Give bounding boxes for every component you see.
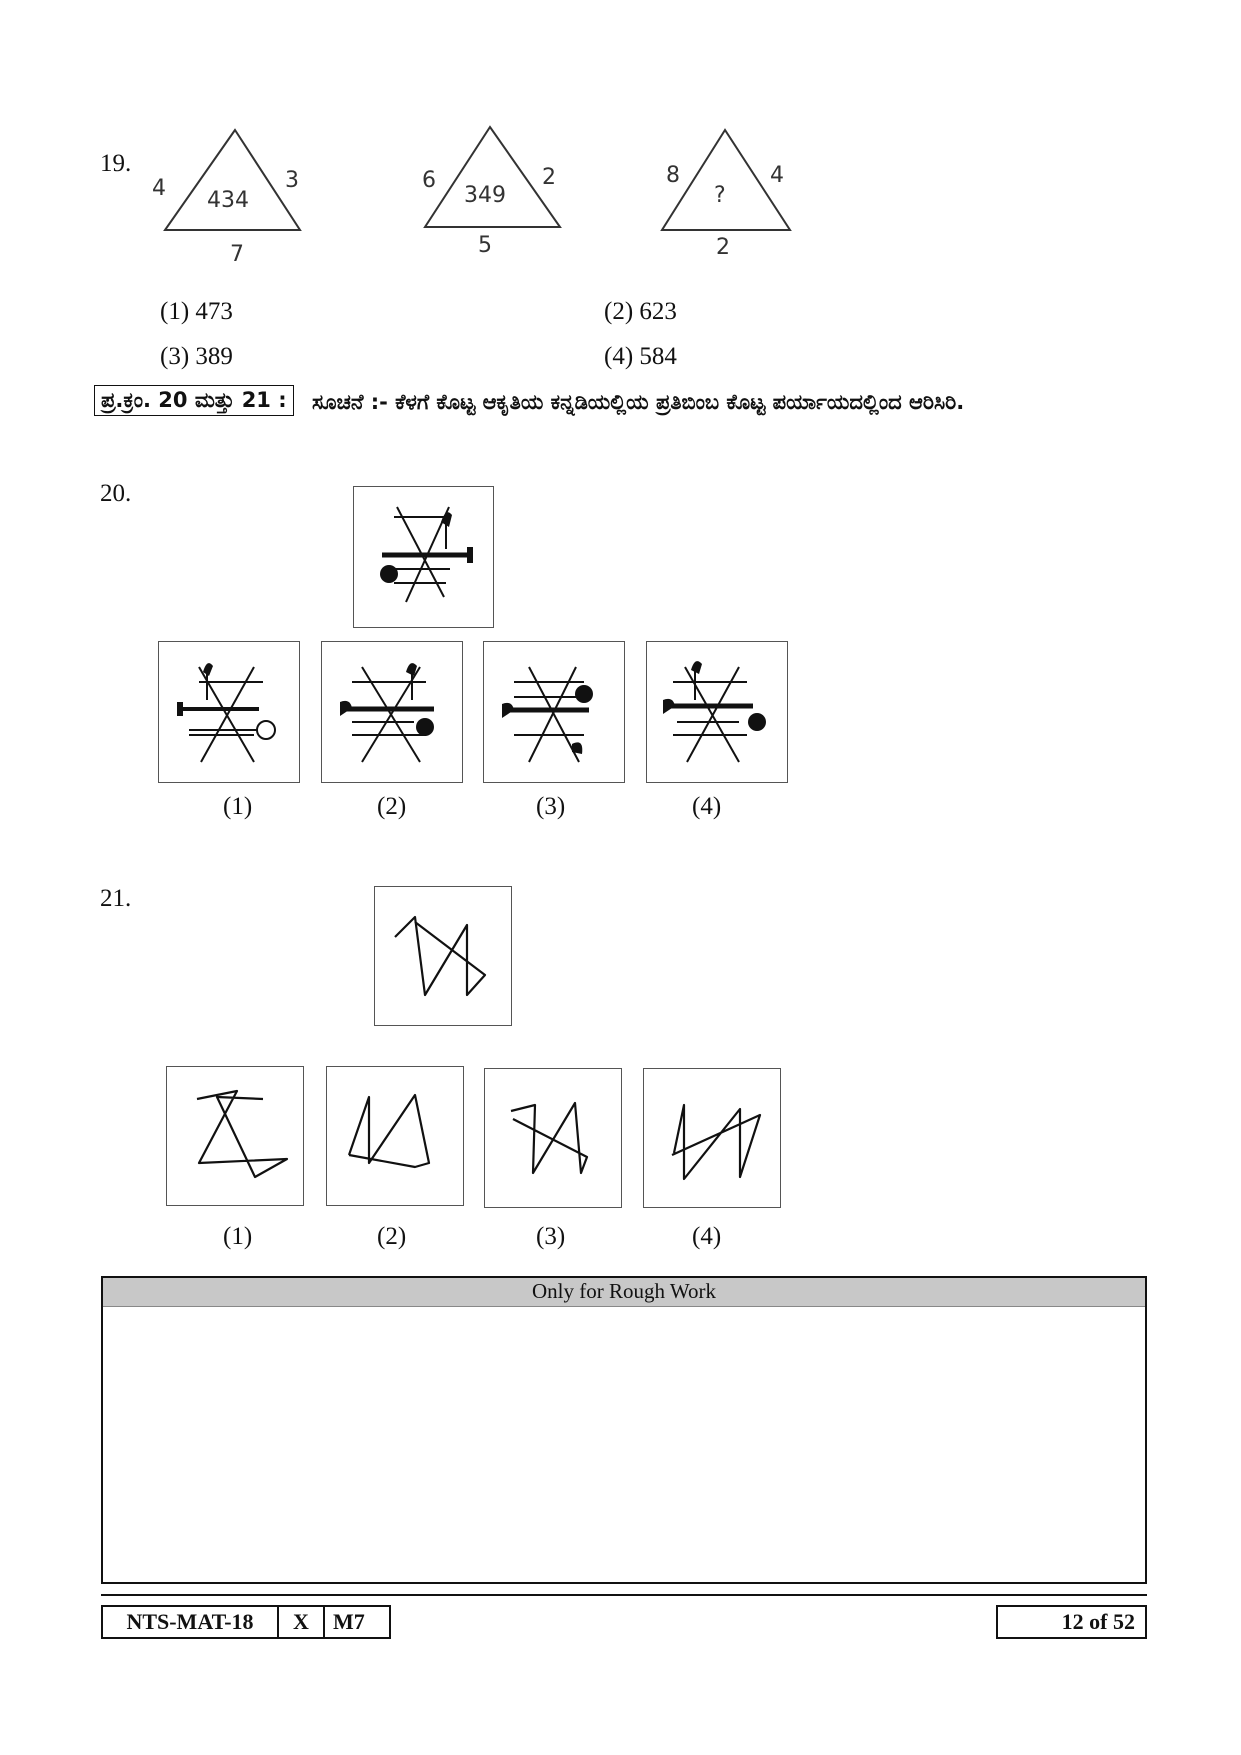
- q20-option-3-figure: [483, 641, 625, 783]
- question-19-number: 19.: [100, 150, 132, 177]
- q20-question-figure: [353, 486, 494, 628]
- instruction-text: ಸೂಚನೆ :- ಕೆಳಗೆ ಕೊಟ್ಟ ಆಕೃತಿಯ ಕನ್ನಡಿಯಲ್ಲಿಯ ಪ್ರತಿಬಿಂಬ ಕೊಟ್ಟ ಪರ್ಯಾಯದಲ್ಲಿಂದ ಆರಿಸಿರಿ.: [312, 390, 965, 414]
- q21-label-2: (2): [377, 1223, 407, 1250]
- q20-option-1-figure: [158, 641, 300, 783]
- q20-label-3: (3): [536, 793, 566, 820]
- q19-option-3: (3) 389: [160, 343, 233, 370]
- triangle-figure-2: [410, 122, 580, 262]
- triangle-2-right: 2: [542, 165, 556, 190]
- q21-option-3-figure: [484, 1068, 622, 1208]
- q20-option-2-figure: [321, 641, 463, 783]
- question-21-number: 21.: [100, 885, 132, 912]
- triangle-3-bottom: 2: [716, 235, 730, 260]
- question-20-number: 20.: [100, 480, 132, 507]
- footer-divider: [101, 1594, 1147, 1596]
- footer-page-number: 12 of 52: [996, 1605, 1147, 1639]
- q21-option-2-figure: [326, 1066, 464, 1206]
- q19-option-1: (1) 473: [160, 298, 233, 325]
- instruction-label: ಪ್ರ.ಕ್ರಂ. 20 ಮತ್ತು 21 :: [94, 385, 294, 416]
- triangle-figure-1: [150, 125, 320, 265]
- rough-work-title: Only for Rough Work: [103, 1278, 1145, 1307]
- q21-option-1-figure: [166, 1066, 304, 1206]
- q21-label-3: (3): [536, 1223, 566, 1250]
- footer-class: X: [277, 1605, 325, 1639]
- q21-option-4-figure: [643, 1068, 781, 1208]
- rough-work-area: [101, 1276, 1147, 1584]
- q20-label-1: (1): [223, 793, 253, 820]
- triangle-3-right: 4: [770, 163, 784, 188]
- footer-paper-code: NTS-MAT-18: [101, 1605, 279, 1639]
- q19-option-2: (2) 623: [604, 298, 677, 325]
- triangle-2-bottom: 5: [478, 233, 492, 258]
- triangle-3-left: 8: [666, 163, 680, 188]
- triangle-1-left: 4: [152, 176, 166, 201]
- triangle-figure-3: [650, 122, 820, 262]
- triangle-1-bottom: 7: [230, 242, 244, 265]
- q20-label-4: (4): [692, 793, 722, 820]
- triangle-2-left: 6: [422, 168, 436, 193]
- q21-question-figure: [374, 886, 512, 1026]
- q19-option-4: (4) 584: [604, 343, 677, 370]
- q20-option-4-figure: [646, 641, 788, 783]
- triangle-3-center: ?: [714, 183, 726, 208]
- footer-set: M7: [323, 1605, 391, 1639]
- q20-label-2: (2): [377, 793, 407, 820]
- q21-label-4: (4): [692, 1223, 722, 1250]
- q21-label-1: (1): [223, 1223, 253, 1250]
- triangle-2-center: 349: [464, 183, 506, 208]
- triangle-1-center: 434: [207, 188, 249, 213]
- triangle-1-right: 3: [285, 168, 299, 193]
